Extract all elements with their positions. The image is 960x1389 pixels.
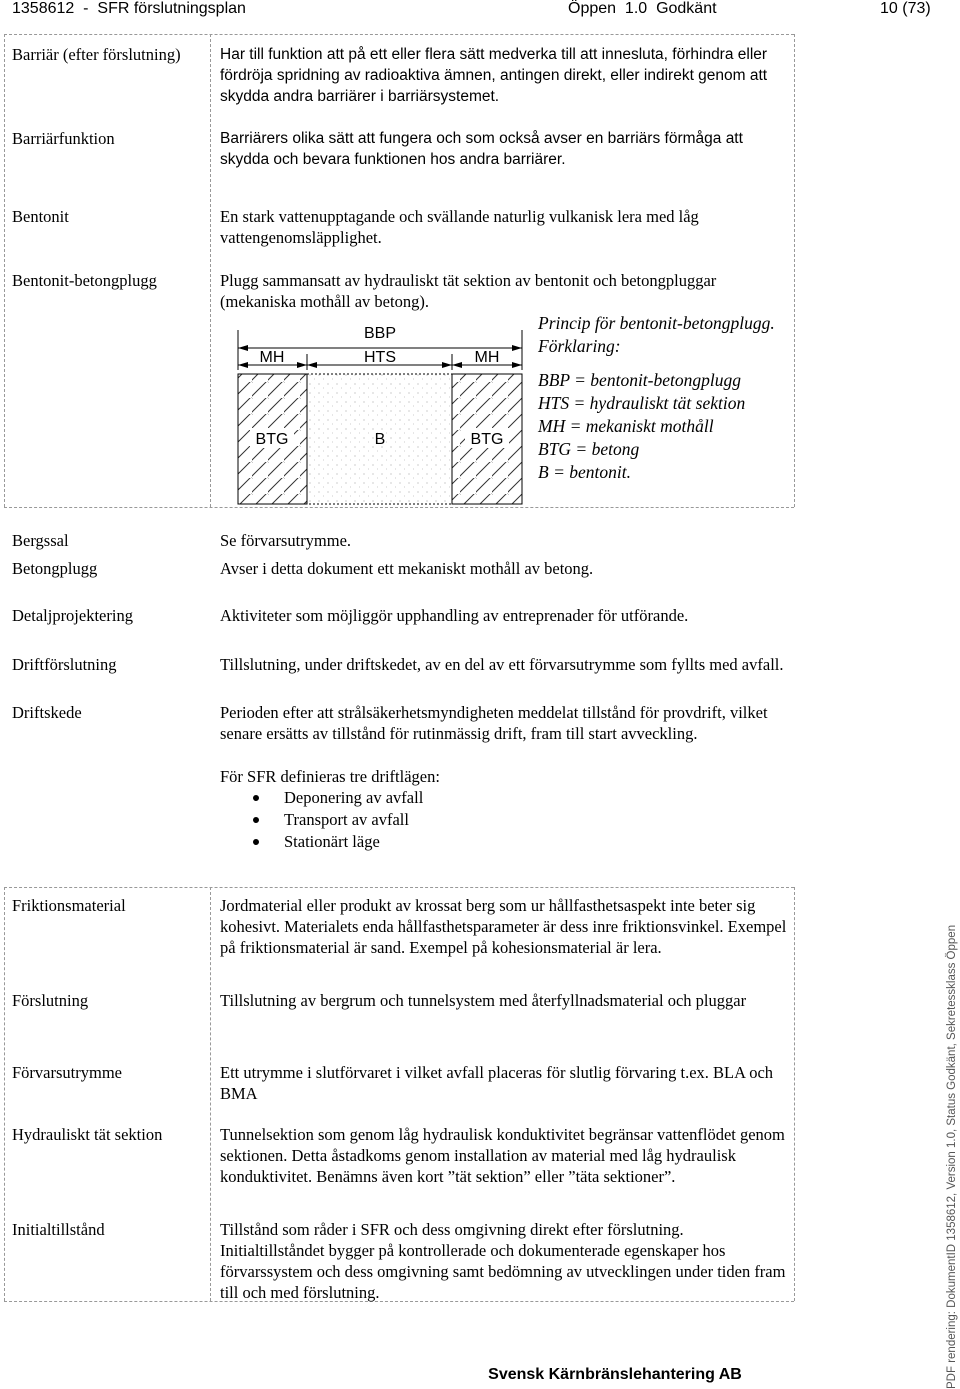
- def-barriarfunktion: Barriärers olika sätt att fungera och som också avser en barriärs förmåga att skydda och bevara funktionen hos andra barriärer.: [220, 130, 743, 168]
- def-initialtillstand: Tillstånd som råder i SFR och dess omgivning direkt efter förslutning. Initialtillståndet bygger på kontrollerade och dokumenterade egenskaper hos förvarssystem och dess omgivning samt bedömning av utvecklingen under tiden fram till och med förslutning.: [220, 1220, 786, 1302]
- def-forvarsutrymme: Ett utrymme i slutförvaret i vilket avfall placeras för slutlig förvaring t.ex. BLA och BMA: [220, 1063, 774, 1103]
- term-hydrauliskt-tat-sektion: Hydrauliskt tät sektion: [12, 1125, 163, 1144]
- term-driftforslutning: Driftförslutning: [12, 655, 117, 674]
- page-number: 10 (73): [880, 0, 931, 17]
- def-bentonit-betongplugg: Plugg sammansatt av hydrauliskt tät sektion av bentonit och betongpluggar (mekaniska mothåll av betong).: [220, 271, 717, 311]
- list-item: Transport av avfall: [220, 809, 790, 831]
- page-header: [0, 0, 960, 22]
- term-initialtillstand: Initialtillstånd: [12, 1220, 105, 1239]
- side-note: PDF rendering: DokumentID 1358612, Version 1.0, Status Godkänt, Sekretessklass Öppen: [946, 924, 958, 1389]
- page-footer: Svensk Kärnbränslehantering AB: [488, 1366, 742, 1383]
- term-bergssal: Bergssal: [12, 531, 69, 550]
- def-bentonit: En stark vattenupptagande och svällande naturlig vulkanisk lera med låg vattengenomsläpplighet.: [220, 207, 699, 247]
- term-detaljprojektering: Detaljprojektering: [12, 606, 133, 625]
- list-item: Stationärt läge: [220, 831, 790, 853]
- def-friktionsmaterial: Jordmaterial eller produkt av krossat berg som ur hållfasthetsaspekt inte beter sig kohesivt. Materialets enda hållfasthetsparameter är dess inre friktionsvinkel. Exempel på friktionsmaterial är sand. Exempel på kohesionsmaterial är lera.: [220, 896, 787, 957]
- driftlagen-list: [220, 787, 790, 853]
- term-bentonit: Bentonit: [12, 207, 69, 226]
- label-mh-right: MH: [474, 349, 500, 366]
- def-forslutning: Tillslutning av bergrum och tunnelsystem med återfyllnadsmaterial och pluggar: [220, 991, 747, 1010]
- term-driftskede: Driftskede: [12, 703, 82, 722]
- label-btg-right: BTG: [470, 431, 504, 448]
- label-b: B: [374, 431, 386, 448]
- term-barriarfunktion: Barriärfunktion: [12, 129, 115, 148]
- def-bergssal: Se förvarsutrymme.: [220, 531, 352, 550]
- diagram-legend: BBP = bentonit-betongplugg HTS = hydrauliskt tät sektion MH = mekaniskt mothåll BTG = betong B = bentonit.: [538, 370, 746, 482]
- def-driftskede: Perioden efter att strålsäkerhetsmyndigheten meddelat tillstånd för provdrift, vilket senare ersätts av tillstånd för rutinmässig drift, fram till start avveckling. För SFR definieras tre driftlägen: Deponering av avfall Transport av avfall Stationärt läge: [220, 702, 790, 853]
- label-btg-left: BTG: [255, 431, 289, 448]
- label-hts: HTS: [364, 349, 396, 366]
- bullet-icon: [253, 817, 259, 823]
- label-mh-left: MH: [259, 349, 285, 366]
- def-betongplugg: Avser i detta dokument ett mekaniskt mothåll av betong.: [220, 559, 594, 578]
- bullet-icon: [253, 795, 259, 801]
- label-bbp: BBP: [363, 325, 397, 342]
- bullet-icon: [253, 839, 259, 845]
- bentonite-plug-diagram: [236, 318, 526, 508]
- term-forslutning: Förslutning: [12, 991, 89, 1010]
- def-driftforslutning: Tillslutning, under driftskedet, av en del av ett förvarsutrymme som fyllts med avfall.: [220, 655, 784, 674]
- driftlagen-intro: För SFR definieras tre driftlägen:: [220, 767, 440, 786]
- list-item: Deponering av avfall: [220, 787, 790, 809]
- term-forvarsutrymme: Förvarsutrymme: [12, 1063, 122, 1082]
- doc-id: 1358612 - SFR förslutningsplan: [12, 0, 246, 17]
- term-friktionsmaterial: Friktionsmaterial: [12, 896, 126, 915]
- term-betongplugg: Betongplugg: [12, 559, 98, 578]
- def-detaljprojektering: Aktiviteter som möjliggör upphandling av entreprenader för utförande.: [220, 606, 689, 625]
- doc-status: Öppen 1.0 Godkänt: [568, 0, 717, 17]
- diagram-caption: Princip för bentonit-betongplugg. Förklaring: BBP = bentonit-betongplugg HTS = hydrauliskt tät sektion MH = mekaniskt mothåll BTG = betong B = bentonit.: [538, 312, 798, 484]
- def-barriar: Har till funktion att på ett eller flera sätt medverka till att innesluta, förhindra eller fördröja spridning av radioaktiva ämnen, antingen direkt, eller indirekt genom att skydda andra barriärer i barriärsystemet.: [220, 46, 768, 105]
- def-hydrauliskt-tat-sektion: Tunnelsektion som genom låg hydraulisk konduktivitet begränsar vattenflödet genom sektionen. Detta åstadkoms genom installation av material med låg hydraulisk konduktivitet. Benämns även kort ”tät sektion” eller ”täta sektioner”.: [220, 1125, 785, 1186]
- term-barriar: Barriär (efter förslutning): [12, 45, 181, 64]
- term-bentonit-betongplugg: Bentonit-betongplugg: [12, 271, 157, 290]
